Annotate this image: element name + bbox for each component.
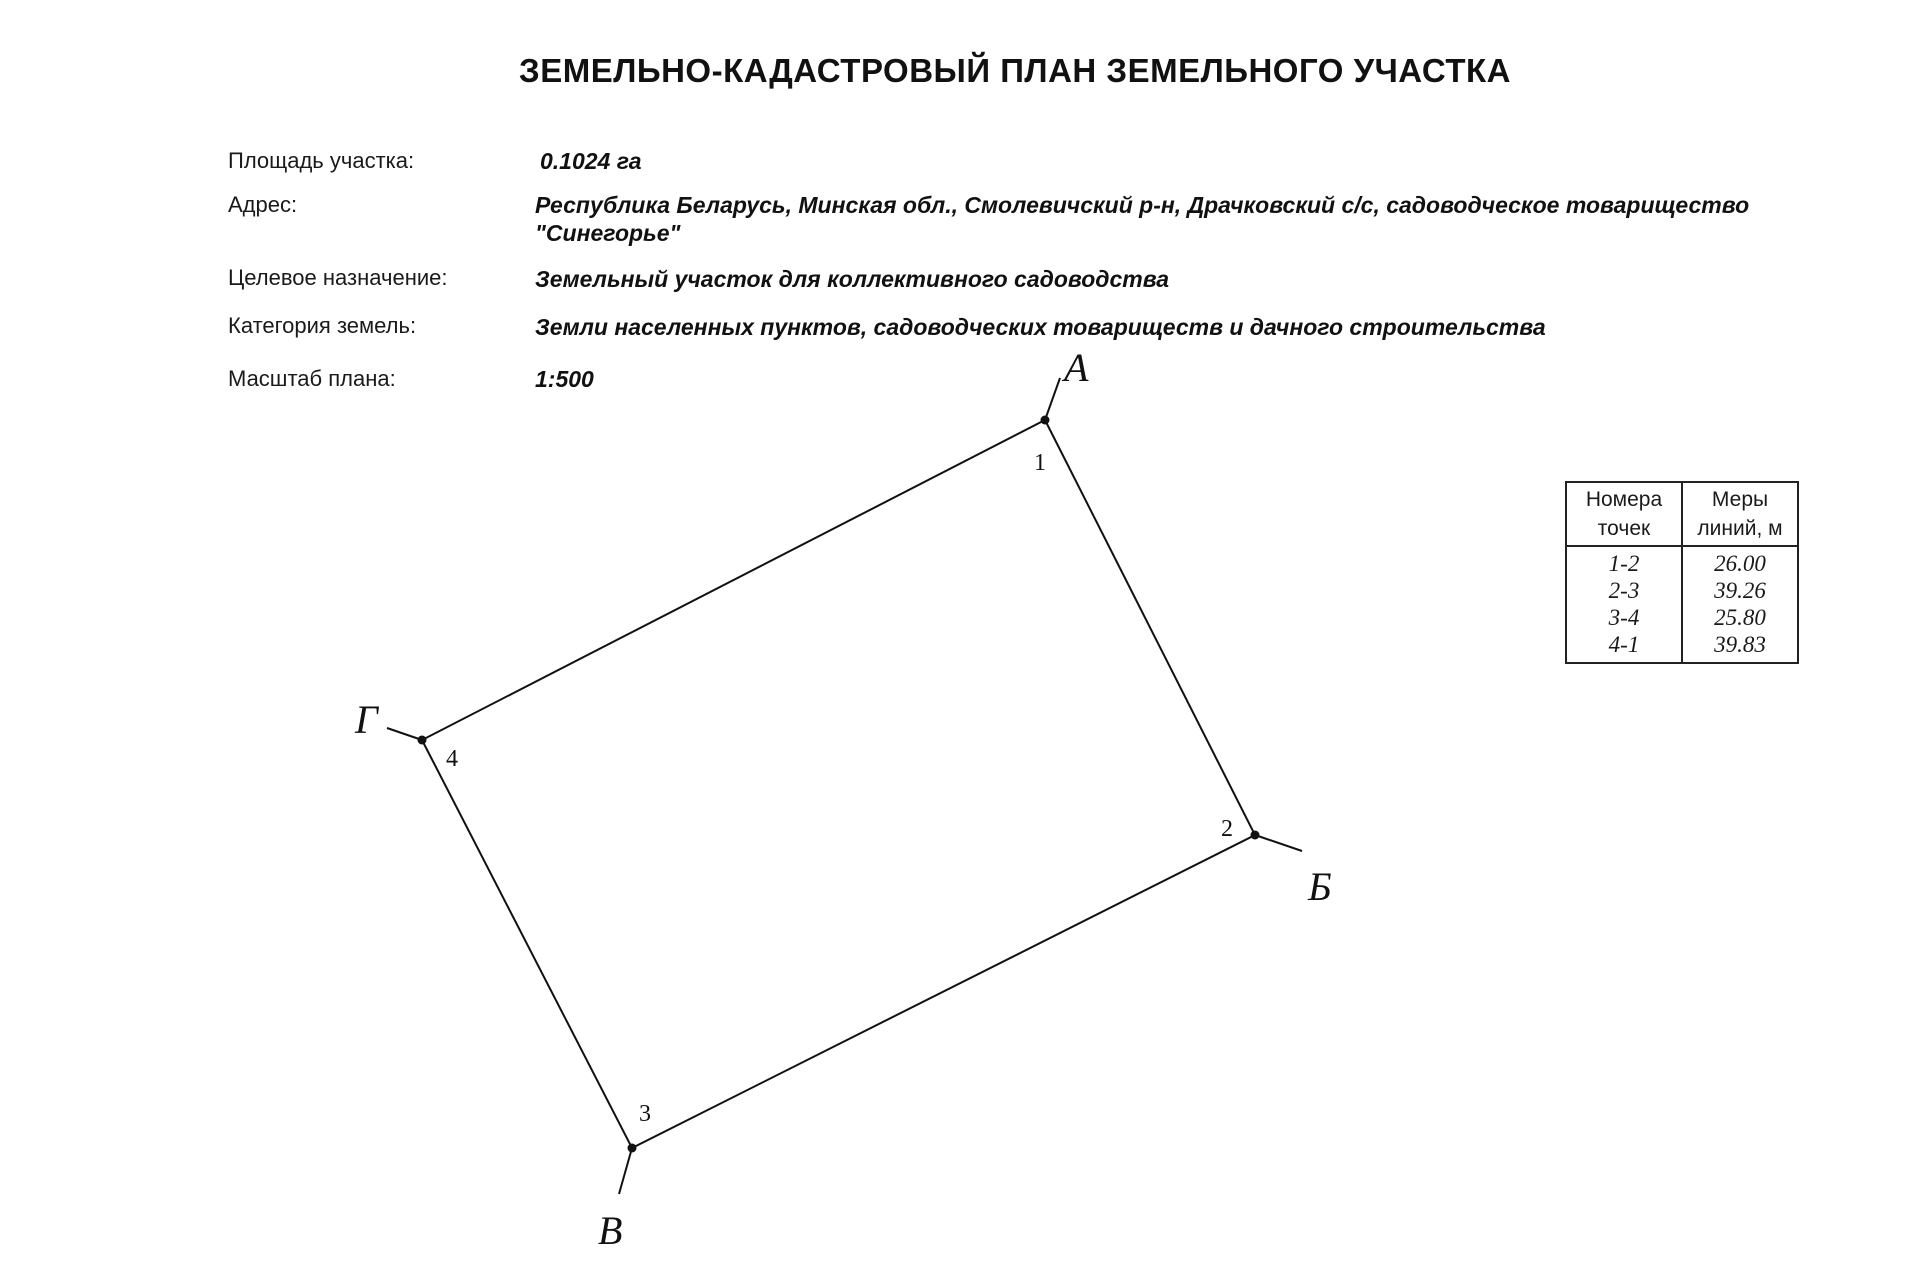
- vertex-number-2: 2: [1221, 816, 1233, 842]
- address-label: Адрес:: [228, 192, 298, 217]
- vertex-number-1: 1: [1034, 450, 1046, 476]
- length-cell: 26.00: [1682, 546, 1798, 577]
- category-label: Категория земель:: [228, 313, 417, 338]
- tick-point-b: [1255, 835, 1302, 851]
- length-cell: 39.26: [1682, 577, 1798, 604]
- segment-cell: 3-4: [1566, 604, 1682, 631]
- table-row: [1566, 577, 1798, 604]
- length-cell: 39.83: [1682, 631, 1798, 663]
- parcel-boundary: [422, 420, 1255, 1148]
- point-letter-g: Г: [355, 697, 378, 742]
- point-letter-a: А: [1064, 345, 1089, 390]
- segment-cell: 4-1: [1566, 631, 1682, 663]
- segment-cell: 1-2: [1566, 546, 1682, 577]
- scale-label: Масштаб плана:: [228, 366, 396, 391]
- document-title: ЗЕМЕЛЬНО-КАДАСТРОВЫЙ ПЛАН ЗЕМЕЛЬНОГО УЧАСТКА: [519, 52, 1511, 89]
- address-value-line2: "Синегорье": [535, 220, 681, 246]
- area-value: 0.1024 га: [540, 148, 642, 174]
- vertex-3: [628, 1144, 637, 1153]
- table-row: [1566, 631, 1798, 663]
- point-letter-v: В: [598, 1208, 623, 1253]
- tick-point-g: [387, 728, 422, 740]
- line-measures-table: [1565, 481, 1799, 664]
- tick-point-v: [619, 1148, 632, 1194]
- tick-point-a: [1045, 378, 1060, 420]
- length-cell: 25.80: [1682, 604, 1798, 631]
- vertex-4: [418, 736, 427, 745]
- point-letter-b: Б: [1308, 864, 1332, 909]
- segment-cell: 2-3: [1566, 577, 1682, 604]
- category-value: Земли населенных пунктов, садоводческих товариществ и дачного строительства: [535, 314, 1546, 340]
- vertex-number-4: 4: [446, 746, 458, 772]
- table-row: [1566, 546, 1798, 577]
- purpose-value: Земельный участок для коллективного садоводства: [535, 266, 1170, 292]
- scale-value: 1:500: [535, 366, 594, 392]
- table-row: [1566, 604, 1798, 631]
- area-label: Площадь участка:: [228, 148, 415, 173]
- address-value-line1: Республика Беларусь, Минская обл., Смолевичский р-н, Драчковский с/с, садоводческое товарищество: [535, 192, 1750, 218]
- vertex-number-3: 3: [639, 1101, 651, 1127]
- table-header-points: Номера точек: [1566, 482, 1682, 546]
- table-header-lengths: Меры линий, м: [1682, 482, 1798, 546]
- purpose-label: Целевое назначение:: [228, 265, 448, 290]
- vertex-2: [1251, 831, 1260, 840]
- vertex-1: [1041, 416, 1050, 425]
